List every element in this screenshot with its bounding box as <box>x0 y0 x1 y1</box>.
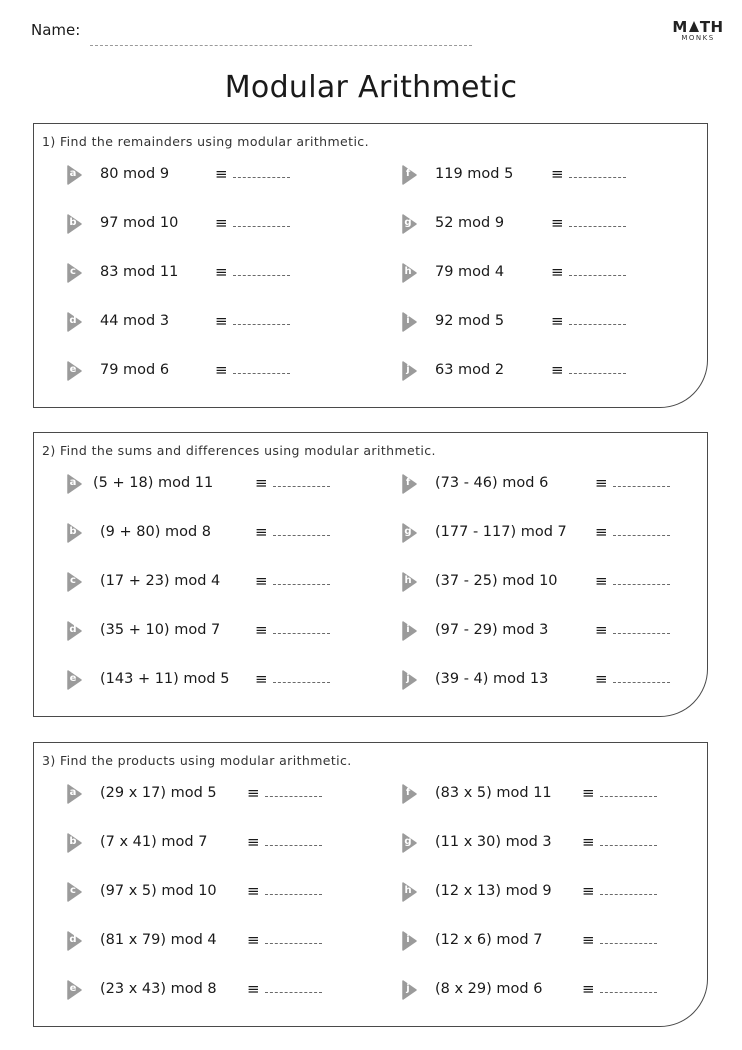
item-letter: c <box>70 575 76 586</box>
problem-expression: (37 - 25) mod 10 <box>435 573 558 589</box>
problem-item-d <box>67 929 367 953</box>
math-monks-logo: M TH MONKS <box>672 18 724 42</box>
item-letter: b <box>69 836 77 847</box>
problem-item-f <box>402 163 702 187</box>
item-letter: d <box>69 624 77 635</box>
item-marker-icon <box>67 784 82 804</box>
problem-expression: 63 mod 2 <box>435 362 505 378</box>
answer-blank[interactable] <box>613 535 670 536</box>
problem-item-d <box>67 619 367 643</box>
congruence-symbol: ≡ <box>247 833 260 851</box>
item-marker-icon <box>67 165 82 185</box>
problem-expression: (9 + 80) mod 8 <box>100 524 212 540</box>
congruence-symbol: ≡ <box>551 312 564 330</box>
item-letter: i <box>406 624 410 635</box>
problem-expression: (11 x 30) mod 3 <box>435 834 552 850</box>
congruence-symbol: ≡ <box>247 931 260 949</box>
item-marker-icon <box>402 980 417 1000</box>
problem-expression: 79 mod 4 <box>435 264 505 280</box>
problem-expression: (8 x 29) mod 6 <box>435 981 543 997</box>
congruence-symbol: ≡ <box>582 784 595 802</box>
problem-expression: 119 mod 5 <box>435 166 514 182</box>
problem-expression: (97 - 29) mod 3 <box>435 622 549 638</box>
problem-item-c <box>67 261 367 285</box>
answer-blank[interactable] <box>265 845 322 846</box>
problem-section-2 <box>33 432 708 717</box>
item-letter: j <box>406 673 410 684</box>
item-marker-icon <box>67 263 82 283</box>
answer-blank[interactable] <box>233 373 290 374</box>
problem-item-d <box>67 310 367 334</box>
congruence-symbol: ≡ <box>247 882 260 900</box>
problem-expression: 44 mod 3 <box>100 313 170 329</box>
item-marker-icon <box>402 931 417 951</box>
congruence-symbol: ≡ <box>255 572 268 590</box>
item-letter: f <box>405 168 411 179</box>
item-letter: h <box>404 575 412 586</box>
problem-item-i <box>402 310 702 334</box>
problem-item-h <box>402 261 702 285</box>
item-marker-icon <box>67 670 82 690</box>
congruence-symbol: ≡ <box>551 263 564 281</box>
item-marker-icon <box>67 474 82 494</box>
item-letter: h <box>404 266 412 277</box>
item-marker-icon <box>402 263 417 283</box>
answer-blank[interactable] <box>613 633 670 634</box>
congruence-symbol: ≡ <box>595 523 608 541</box>
section-instruction: 2) Find the sums and differences using modular arithmetic. <box>42 443 436 458</box>
answer-blank[interactable] <box>233 324 290 325</box>
problem-section-1 <box>33 123 708 408</box>
congruence-symbol: ≡ <box>551 361 564 379</box>
problem-expression: (29 x 17) mod 5 <box>100 785 217 801</box>
item-letter: i <box>406 934 410 945</box>
answer-blank[interactable] <box>600 796 657 797</box>
answer-blank[interactable] <box>600 845 657 846</box>
item-letter: f <box>405 477 411 488</box>
problem-item-g <box>402 212 702 236</box>
item-letter: d <box>69 315 77 326</box>
problem-expression: (35 + 10) mod 7 <box>100 622 221 638</box>
congruence-symbol: ≡ <box>582 931 595 949</box>
congruence-symbol: ≡ <box>255 523 268 541</box>
congruence-symbol: ≡ <box>551 165 564 183</box>
answer-blank[interactable] <box>265 992 322 993</box>
item-marker-icon <box>402 670 417 690</box>
problem-expression: (12 x 6) mod 7 <box>435 932 543 948</box>
problem-expression: 92 mod 5 <box>435 313 505 329</box>
item-marker-icon <box>67 621 82 641</box>
problem-item-c <box>67 570 367 594</box>
item-marker-icon <box>402 165 417 185</box>
answer-blank[interactable] <box>600 894 657 895</box>
answer-blank[interactable] <box>273 535 330 536</box>
answer-blank[interactable] <box>569 373 626 374</box>
item-letter: j <box>406 364 410 375</box>
answer-blank[interactable] <box>569 226 626 227</box>
section-instruction: 3) Find the products using modular arithmetic. <box>42 753 352 768</box>
item-letter: a <box>69 477 77 488</box>
name-label: Name: <box>31 21 81 39</box>
problem-item-j <box>402 668 702 692</box>
answer-blank[interactable] <box>233 275 290 276</box>
congruence-symbol: ≡ <box>595 670 608 688</box>
answer-blank[interactable] <box>273 486 330 487</box>
problem-item-a <box>67 163 367 187</box>
problem-item-e <box>67 359 367 383</box>
answer-blank[interactable] <box>613 682 670 683</box>
item-marker-icon <box>67 833 82 853</box>
item-marker-icon <box>67 882 82 902</box>
item-letter: i <box>406 315 410 326</box>
item-letter: e <box>69 364 77 375</box>
answer-blank[interactable] <box>569 324 626 325</box>
answer-blank[interactable] <box>265 894 322 895</box>
problem-expression: (23 x 43) mod 8 <box>100 981 217 997</box>
problem-expression: 52 mod 9 <box>435 215 505 231</box>
answer-blank[interactable] <box>233 226 290 227</box>
item-letter: b <box>69 526 77 537</box>
problem-expression: 79 mod 6 <box>100 362 170 378</box>
section-instruction: 1) Find the remainders using modular arithmetic. <box>42 134 369 149</box>
answer-blank[interactable] <box>265 943 322 944</box>
answer-blank[interactable] <box>569 177 626 178</box>
problem-item-i <box>402 929 702 953</box>
problem-item-g <box>402 831 702 855</box>
problem-expression: (83 x 5) mod 11 <box>435 785 552 801</box>
problem-expression: 80 mod 9 <box>100 166 170 182</box>
logo-triangle-icon <box>689 21 699 32</box>
answer-blank[interactable] <box>273 682 330 683</box>
problem-item-e <box>67 978 367 1002</box>
item-letter: e <box>69 983 77 994</box>
name-input-line[interactable] <box>90 45 472 46</box>
problem-item-b <box>67 212 367 236</box>
item-marker-icon <box>402 572 417 592</box>
problem-item-i <box>402 619 702 643</box>
congruence-symbol: ≡ <box>215 165 228 183</box>
problem-expression: (73 - 46) mod 6 <box>435 475 549 491</box>
congruence-symbol: ≡ <box>595 572 608 590</box>
item-letter: c <box>70 885 76 896</box>
problem-expression: (7 x 41) mod 7 <box>100 834 208 850</box>
problem-item-b <box>67 831 367 855</box>
congruence-symbol: ≡ <box>215 263 228 281</box>
problem-item-j <box>402 359 702 383</box>
item-letter: h <box>404 885 412 896</box>
congruence-symbol: ≡ <box>551 214 564 232</box>
item-marker-icon <box>67 931 82 951</box>
problem-item-a <box>67 472 367 496</box>
congruence-symbol: ≡ <box>595 474 608 492</box>
congruence-symbol: ≡ <box>255 474 268 492</box>
congruence-symbol: ≡ <box>255 621 268 639</box>
congruence-symbol: ≡ <box>582 980 595 998</box>
item-letter: d <box>69 934 77 945</box>
problem-section-3 <box>33 742 708 1027</box>
item-marker-icon <box>67 312 82 332</box>
item-marker-icon <box>402 882 417 902</box>
item-letter: e <box>69 673 77 684</box>
item-marker-icon <box>402 361 417 381</box>
problem-item-h <box>402 570 702 594</box>
item-marker-icon <box>402 312 417 332</box>
item-letter: a <box>69 787 77 798</box>
item-marker-icon <box>402 474 417 494</box>
answer-blank[interactable] <box>613 486 670 487</box>
item-letter: g <box>404 217 412 228</box>
item-marker-icon <box>67 572 82 592</box>
answer-blank[interactable] <box>569 275 626 276</box>
problem-expression: (12 x 13) mod 9 <box>435 883 552 899</box>
congruence-symbol: ≡ <box>582 833 595 851</box>
congruence-symbol: ≡ <box>255 670 268 688</box>
problem-item-c <box>67 880 367 904</box>
item-marker-icon <box>67 980 82 1000</box>
answer-blank[interactable] <box>273 633 330 634</box>
item-letter: g <box>404 836 412 847</box>
congruence-symbol: ≡ <box>595 621 608 639</box>
problem-expression: (143 + 11) mod 5 <box>100 671 230 687</box>
item-marker-icon <box>67 523 82 543</box>
problem-item-e <box>67 668 367 692</box>
problem-expression: (97 x 5) mod 10 <box>100 883 217 899</box>
problem-expression: 97 mod 10 <box>100 215 179 231</box>
problem-item-g <box>402 521 702 545</box>
problem-expression: (17 + 23) mod 4 <box>100 573 221 589</box>
congruence-symbol: ≡ <box>215 214 228 232</box>
problem-item-f <box>402 782 702 806</box>
item-letter: g <box>404 526 412 537</box>
item-marker-icon <box>402 523 417 543</box>
congruence-symbol: ≡ <box>215 361 228 379</box>
problem-expression: (81 x 79) mod 4 <box>100 932 217 948</box>
item-letter: f <box>405 787 411 798</box>
answer-blank[interactable] <box>233 177 290 178</box>
item-marker-icon <box>67 361 82 381</box>
item-marker-icon <box>402 833 417 853</box>
problem-item-a <box>67 782 367 806</box>
item-marker-icon <box>402 784 417 804</box>
congruence-symbol: ≡ <box>582 882 595 900</box>
item-letter: a <box>69 168 77 179</box>
problem-item-j <box>402 978 702 1002</box>
item-letter: j <box>406 983 410 994</box>
problem-item-b <box>67 521 367 545</box>
answer-blank[interactable] <box>265 796 322 797</box>
answer-blank[interactable] <box>273 584 330 585</box>
item-letter: b <box>69 217 77 228</box>
problem-expression: (177 - 117) mod 7 <box>435 524 567 540</box>
answer-blank[interactable] <box>613 584 670 585</box>
page-title: Modular Arithmetic <box>224 70 518 105</box>
answer-blank[interactable] <box>600 992 657 993</box>
problem-expression: (39 - 4) mod 13 <box>435 671 549 687</box>
congruence-symbol: ≡ <box>215 312 228 330</box>
problem-item-h <box>402 880 702 904</box>
problem-expression: (5 + 18) mod 11 <box>93 475 214 491</box>
problem-item-f <box>402 472 702 496</box>
answer-blank[interactable] <box>600 943 657 944</box>
congruence-symbol: ≡ <box>247 980 260 998</box>
item-marker-icon <box>402 214 417 234</box>
item-marker-icon <box>402 621 417 641</box>
item-letter: c <box>70 266 76 277</box>
item-marker-icon <box>67 214 82 234</box>
problem-expression: 83 mod 11 <box>100 264 179 280</box>
congruence-symbol: ≡ <box>247 784 260 802</box>
